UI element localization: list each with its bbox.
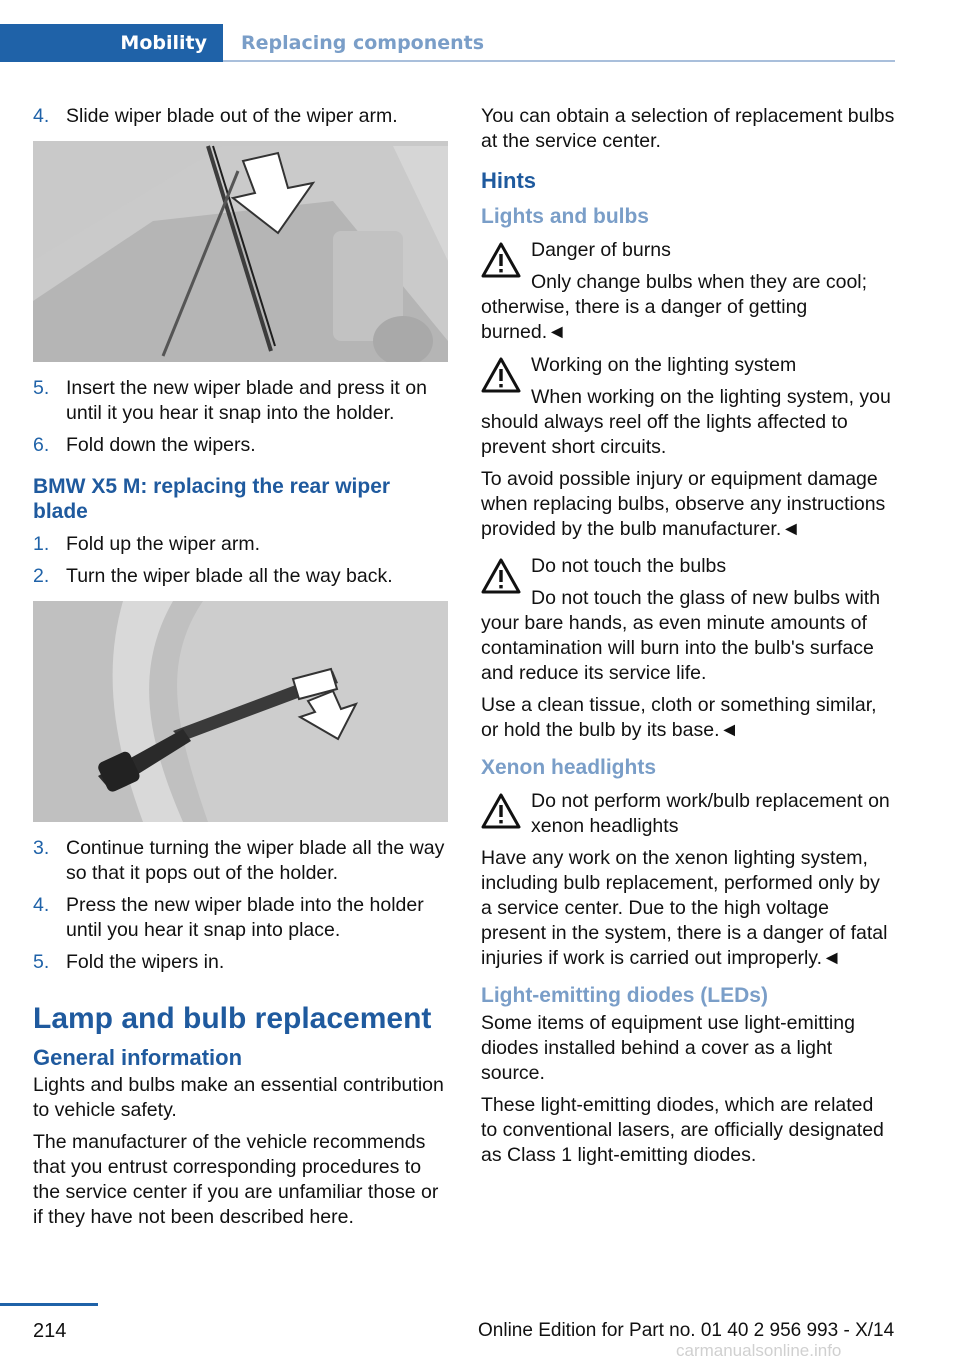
warning-block xyxy=(481,789,895,839)
step-number: 3. xyxy=(33,837,50,859)
xenon-heading: Xenon headlights xyxy=(481,756,657,779)
page-header xyxy=(0,24,895,62)
paragraph: To avoid possible injury or equipment damage when replacing bulbs, observe any instructions provided by the bulb manufacturer.◄ xyxy=(481,468,886,540)
paragraph: Some items of equipment use light-emitting diodes installed behind a cover as a light source. xyxy=(481,1012,855,1084)
step-item xyxy=(33,433,448,458)
warning-body: When working on the lighting system, you should always reel off the lights affected to prevent short circuits. xyxy=(481,386,891,458)
step-text: Continue turning the wiper blade all the way so that it pops out of the holder. xyxy=(66,837,445,884)
footer-rule xyxy=(0,1303,98,1306)
paragraph: Have any work on the xenon lighting system, including bulb replacement, performed only by a service center. Due to the high voltage present in the system, there is a danger of fatal injuries if work is carried out improperly.◄ xyxy=(481,847,888,969)
warning-icon xyxy=(481,558,521,594)
rear-wiper-illustration xyxy=(33,601,448,822)
step-item xyxy=(33,836,448,886)
paragraph: The manufacturer of the vehicle recommends that you entrust corresponding procedures to the service center if you are unfamiliar those or if they have not been described here. xyxy=(33,1131,439,1228)
general-info-heading: General information xyxy=(33,1045,243,1070)
step-number: 6. xyxy=(33,434,50,456)
warning-icon xyxy=(481,793,521,829)
hints-heading: Hints xyxy=(481,168,536,193)
page-number: 214 xyxy=(33,1320,67,1342)
step-text: Press the new wiper blade into the holder until you hear it snap into place. xyxy=(66,894,424,941)
led-heading: Light-emitting diodes (LEDs) xyxy=(481,984,768,1007)
warning-block xyxy=(481,238,895,345)
lights-bulbs-heading: Lights and bulbs xyxy=(481,205,649,228)
step-text: Slide wiper blade out of the wiper arm. xyxy=(66,105,398,127)
step-item xyxy=(33,564,448,589)
step-item xyxy=(33,950,448,975)
step-text: Fold down the wipers. xyxy=(66,434,256,456)
warning-title: Danger of burns xyxy=(531,239,671,261)
paragraph: These light-emitting diodes, which are related to conventional lasers, are officially designated as Class 1 light-emitting diodes. xyxy=(481,1094,884,1166)
paragraph: Use a clean tissue, cloth or something similar, or hold the bulb by its base.◄ xyxy=(481,694,877,741)
step-number: 4. xyxy=(33,894,50,916)
windshield-wiper-illustration xyxy=(33,141,448,362)
warning-block xyxy=(481,353,895,460)
step-text: Turn the wiper blade all the way back. xyxy=(66,565,393,587)
header-rule xyxy=(223,60,895,62)
left-column xyxy=(33,104,448,1237)
warning-title: Do not touch the bulbs xyxy=(531,555,727,577)
paragraph: Lights and bulbs make an essential contribution to vehicle safety. xyxy=(33,1074,444,1121)
warning-title: Do not perform work/bulb replacement on xenon headlights xyxy=(531,790,890,837)
step-number: 5. xyxy=(33,377,50,399)
section-tab: Replacing components xyxy=(241,32,485,54)
step-text: Insert the new wiper blade and press it on until it you hear it snap into the holder. xyxy=(66,377,427,424)
paragraph: You can obtain a selection of replacement bulbs at the service center. xyxy=(481,105,895,152)
step-number: 2. xyxy=(33,565,50,587)
step-item xyxy=(33,376,448,426)
warning-icon xyxy=(481,357,521,393)
step-number: 1. xyxy=(33,533,50,555)
step-item xyxy=(33,104,448,129)
watermark: carmanualsonline.info xyxy=(676,1341,842,1360)
step-number: 5. xyxy=(33,951,50,973)
rear-wiper-heading: BMW X5 M: replacing the rear wiper blade xyxy=(33,475,391,523)
right-column xyxy=(481,104,895,1175)
warning-block xyxy=(481,554,895,686)
step-text: Fold the wipers in. xyxy=(66,951,225,973)
warning-body: Only change bulbs when they are cool; otherwise, there is a danger of getting burned.◄ xyxy=(481,271,868,343)
step-text: Fold up the wiper arm. xyxy=(66,533,261,555)
step-item xyxy=(33,532,448,557)
chapter-tab: Mobility xyxy=(0,24,223,62)
warning-icon xyxy=(481,242,521,278)
warning-body: Do not touch the glass of new bulbs with your bare hands, as even minute amounts of contamination will burn into the bulb's surface and reduce its service life. xyxy=(481,587,881,684)
step-item xyxy=(33,893,448,943)
step-number: 4. xyxy=(33,105,50,127)
online-edition-note: Online Edition for Part no. 01 40 2 956 993 - X/14 xyxy=(478,1320,895,1341)
warning-title: Working on the lighting system xyxy=(531,354,797,376)
lamp-heading: Lamp and bulb replacement xyxy=(33,1002,432,1035)
